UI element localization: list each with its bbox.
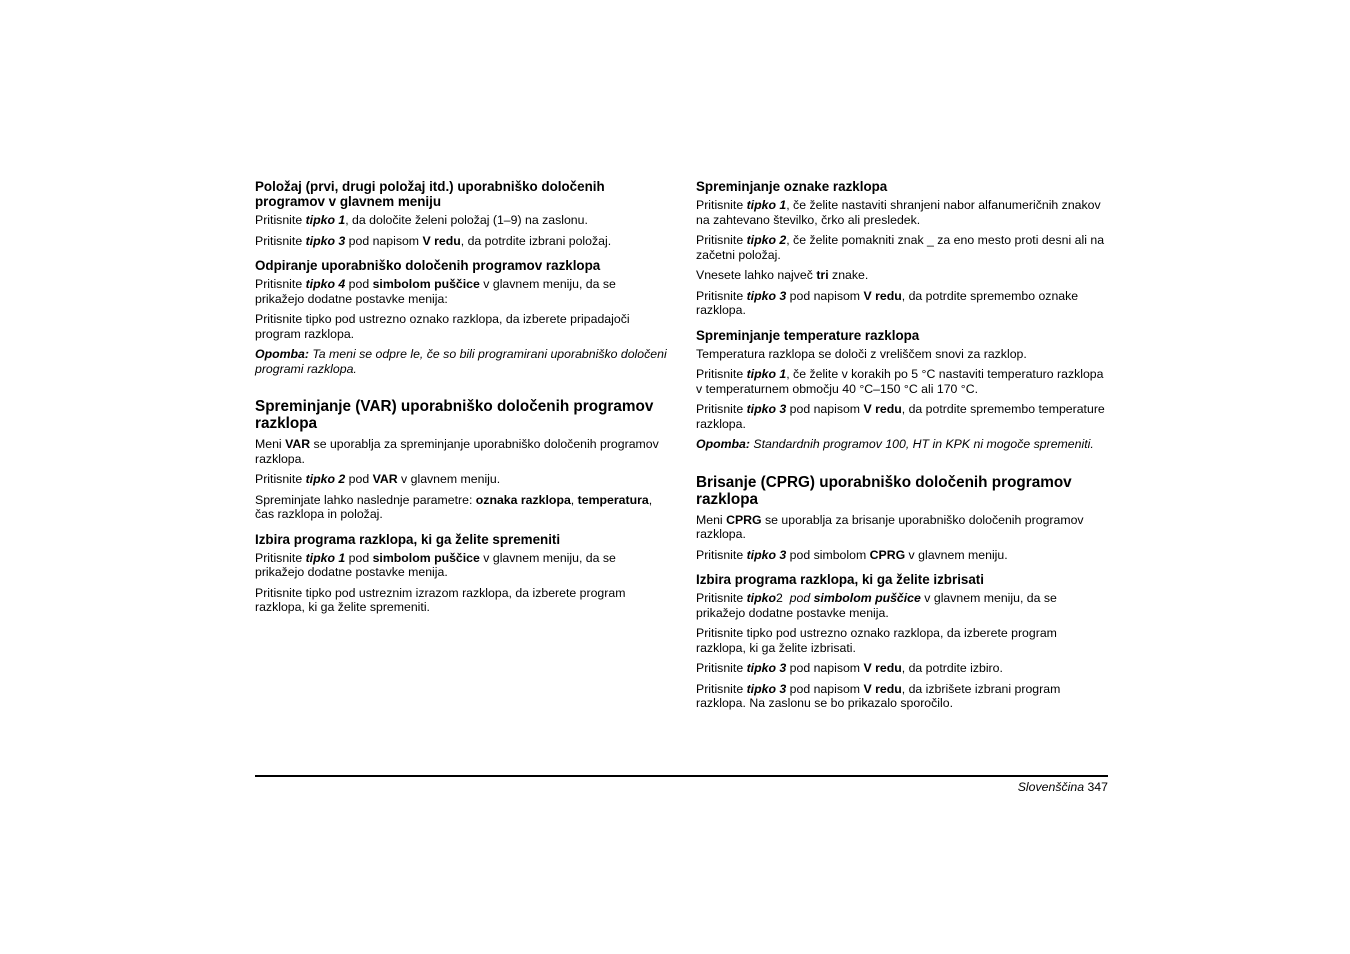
paragraph: Pritisnite tipko 3 pod napisom V redu, da potrdite izbiro. [696,661,1003,675]
section-heading: Izbira programa razklopa, ki ga želite spremeniti [255,531,561,547]
section-heading: Spreminjanje temperature razklopa [696,327,920,343]
section-var [255,398,667,522]
paragraph: Pritisnite tipko 1 pod simbolom puščice v glavnem meniju, da se prikažejo dodatne postavke menija. [255,550,616,579]
section-heading: Izbira programa razklopa, ki ga želite izbrisati [696,572,984,587]
section-heading: Odpiranje uporabniško določenih programov razklopa [255,258,601,273]
section-select-delete [696,572,1108,711]
page-number: 347 [1087,780,1108,794]
chapter-heading: Brisanje (CPRG) uporabniško določenih programov razklopa [696,473,1072,508]
chapter-heading: Spreminjanje (VAR) uporabniško določenih programov razklopa [255,398,654,432]
paragraph: Pritisnite tipko 1, če želite nastaviti shranjeni nabor alfanumeričnih znakov na zahtevano številko, črko ali presledek. [696,198,1101,227]
section-position [255,179,667,248]
paragraph: Pritisnite tipko 3 pod napisom V redu, da potrdite izbrani položaj. [255,233,612,248]
section-cprg [696,474,1108,563]
paragraph: Pritisnite tipko 2 pod VAR v glavnem meniju. [255,472,501,486]
paragraph: Pritisnite tipko 2, če želite pomakniti znak _ za eno mesto proti desni ali na začetni položaj. [696,233,1105,262]
section-heading: Položaj (prvi, drugi položaj itd.) uporabniško določenih programov v glavnem meniju [255,179,605,209]
paragraph: Temperatura razklopa se določi z vreliščem snovi za razklop. [696,346,1027,361]
page-footer [1018,780,1108,794]
section-change-label [696,179,1108,318]
paragraph: Pritisnite tipko pod ustrezno oznako razklopa, da izberete pripadajoči program razklopa. [255,312,630,341]
paragraph: Pritisnite tipko 3 pod napisom V redu, da potrdite spremembo temperature razklopa. [696,402,1105,431]
paragraph: Pritisnite tipko 1, da določite želeni položaj (1–9) na zaslonu. [255,213,588,227]
paragraph: Meni VAR se uporablja za spreminjanje uporabniško določenih programov razklopa. [255,437,659,466]
note: Opomba: Standardnih programov 100, HT in KPK ni mogoče spremeniti. [696,437,1094,451]
footer-language: Slovenščina [1017,780,1085,794]
section-heading: Spreminjanje oznake razklopa [696,179,888,194]
right-column [696,179,1108,717]
section-select-change [255,532,667,615]
paragraph: Pritisnite tipko 3 pod napisom V redu, da potrdite spremembo oznake razklopa. [696,288,1079,317]
left-column [255,179,667,621]
paragraph: Pritisnite tipko 3 pod simbolom CPRG v glavnem meniju. [696,547,1008,562]
paragraph: Pritisnite tipko pod ustreznim izrazom razklopa, da izberete program razklopa, ki ga želite spremeniti. [255,585,626,614]
paragraph: Pritisnite tipko2 pod simbolom puščice v glavnem meniju, da se prikažejo dodatne postavke menija. [696,591,1057,620]
section-change-temperature [696,328,1108,452]
paragraph: Pritisnite tipko 4 pod simbolom puščice v glavnem meniju, da se prikažejo dodatne postavke menija: [255,277,616,306]
paragraph: Meni CPRG se uporablja za brisanje uporabniško določenih programov razklopa. [696,512,1084,541]
paragraph: Pritisnite tipko 3 pod napisom V redu, da izbrišete izbrani program razklopa. Na zaslonu se bo prikazalo sporočilo. [696,681,1061,710]
paragraph: Pritisnite tipko pod ustrezno oznako razklopa, da izberete program razklopa, ki ga želite izbrisati. [696,626,1057,655]
paragraph: Pritisnite tipko 1, če želite v korakih po 5 °C nastaviti temperaturo razklopa v temperaturnem območju 40 °C–150 °C ali 170 °C. [696,367,1104,396]
paragraph: Spreminjate lahko naslednje parametre: oznaka razklopa, temperatura, čas razklopa in položaj. [255,492,653,521]
paragraph: Vnesete lahko največ tri znake. [696,268,869,282]
note: Opomba: Ta meni se odpre le, če so bili programirani uporabniško določeni programi razklopa. [255,347,667,376]
footer-rule [255,775,1108,777]
section-open-programs [255,258,667,376]
